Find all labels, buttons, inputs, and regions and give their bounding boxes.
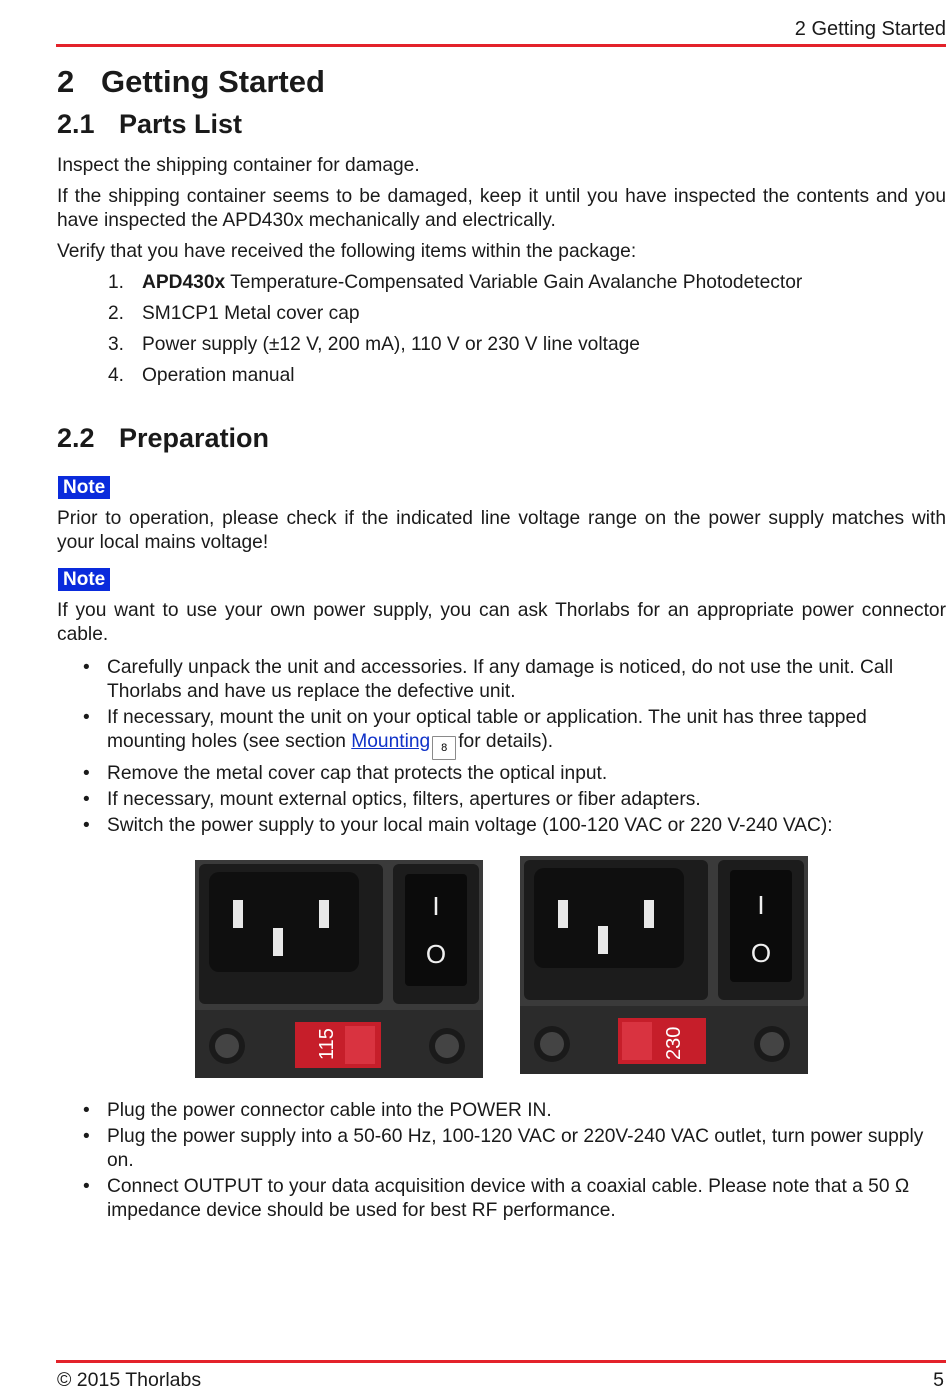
page-reference-icon[interactable]: 8 (432, 736, 456, 760)
list-item: • If necessary, mount the unit on your optical table or application. The unit has three tapped mounting holes (see section Mounting 8 for details). (57, 706, 946, 760)
list-item: • Carefully unpack the unit and accessories. If any damage is noticed, do not use the unit. Call Thorlabs and have us replace the defective unit. (83, 657, 894, 702)
section-heading-parts-list (57, 106, 946, 142)
section-number: 2.1 (57, 109, 95, 139)
list-item: 4. Operation manual (108, 365, 295, 386)
connection-steps (57, 1099, 946, 1223)
note-text-voltage: Prior to operation, please check if the indicated line voltage range on the power supply matches with your local mains voltage! (57, 508, 946, 553)
running-header: 2 Getting Started (794, 18, 946, 40)
list-item: • Plug the power connector cable into the POWER IN. (83, 1100, 552, 1121)
preparation-steps (57, 656, 946, 838)
chapter-heading (57, 62, 946, 102)
footer-rule (56, 1360, 946, 1363)
paragraph-damaged: If the shipping container seems to be damaged, keep it until you have inspected the contents and you have inspected the APD430x mechanically and electrically. (57, 186, 946, 231)
power-entry-photo-230 (520, 856, 808, 1074)
list-item: • Switch the power supply to your local main voltage (100-120 VAC or 220 V-240 VAC): (83, 815, 833, 836)
section-number: 2.2 (57, 423, 95, 453)
list-item: • If necessary, mount external optics, filters, apertures or fiber adapters. (83, 789, 701, 810)
list-item: 2. SM1CP1 Metal cover cap (108, 303, 360, 324)
parts-list (57, 271, 946, 388)
rocker-on-mark: I (432, 891, 440, 921)
header-rule (56, 44, 946, 47)
voltage-switch-label: 115 (316, 1028, 338, 1060)
page-content (57, 58, 946, 1225)
list-item: 3. Power supply (±12 V, 200 mA), 110 V or 230 V line voltage (108, 334, 640, 355)
list-item: • Remove the metal cover cap that protects the optical input. (83, 763, 608, 784)
mounting-link[interactable]: Mounting (351, 731, 431, 752)
voltage-selector-photos (57, 856, 946, 1076)
rocker-on-mark: I (757, 890, 765, 920)
paragraph-inspect: Inspect the shipping container for damage. (57, 155, 420, 176)
section-title: Parts List (119, 109, 243, 139)
paragraph-verify: Verify that you have received the following items within the package: (57, 241, 637, 262)
chapter-title: Getting Started (101, 64, 325, 99)
list-item: • Connect OUTPUT to your data acquisition device with a coaxial cable. Please note that a 50 Ω impedance device should be used for best RF performance. (83, 1176, 910, 1221)
list-item: • Plug the power supply into a 50-60 Hz, 100-120 VAC or 220V-240 VAC outlet, turn power supply on. (83, 1126, 924, 1171)
note-text-power-supply: If you want to use your own power supply, you can ask Thorlabs for an appropriate power connector cable. (57, 600, 946, 645)
footer-page-number: 5 (933, 1369, 944, 1391)
chapter-number: 2 (57, 64, 75, 99)
note-block-1 (57, 476, 946, 499)
rocker-off-mark: O (425, 939, 447, 969)
section-title: Preparation (119, 423, 270, 453)
note-badge: Note (58, 476, 110, 499)
note-block-2 (57, 568, 946, 591)
note-badge: Note (58, 568, 110, 591)
list-item: 1. APD430x Temperature-Compensated Variable Gain Avalanche Photodetector (108, 272, 803, 293)
section-heading-preparation (57, 420, 946, 456)
rocker-off-mark: O (750, 938, 772, 968)
voltage-switch-label: 230 (663, 1026, 685, 1060)
power-entry-photo-115 (195, 860, 483, 1078)
footer-copyright: © 2015 Thorlabs (57, 1369, 202, 1391)
